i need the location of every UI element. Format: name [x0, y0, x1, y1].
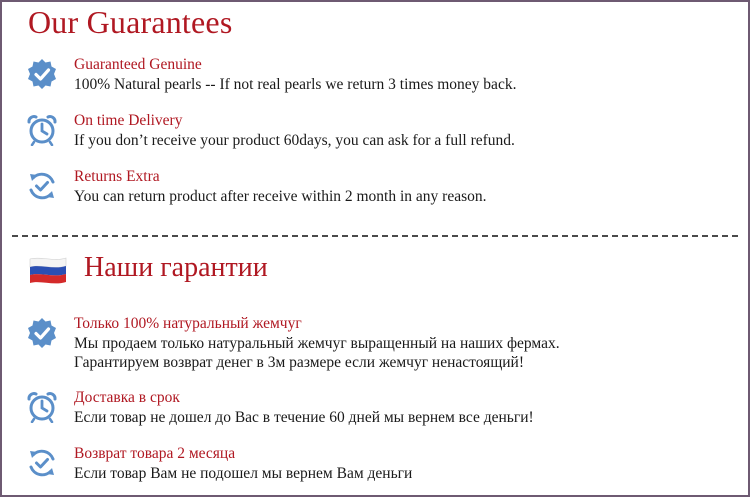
guarantee-text-line: Если товар не дошел до Вас в течение 60 дней мы вернем все деньги!: [74, 409, 534, 426]
guarantee-text-line: Если товар Вам не подошел мы вернем Вам деньги: [74, 465, 413, 482]
guarantee-title: Возврат товара 2 месяца: [74, 445, 236, 462]
guarantee-text-line: Гарантируем возврат денег в 3м размере если жемчуг ненастоящий!: [74, 354, 524, 371]
guarantee-text: You can return product after receive within 2 month in any reason.: [74, 188, 487, 205]
guarantee-title: Доставка в срок: [74, 389, 180, 406]
guarantee-title: On time Delivery: [74, 112, 183, 129]
guarantee-title: Guaranteed Genuine: [74, 56, 202, 73]
section-divider: [12, 235, 738, 237]
guarantee-text: 100% Natural pearls -- If not real pearls we return 3 times money back.: [74, 76, 517, 93]
guarantee-text-line: Мы продаем только натуральный жемчуг выращенный на наших фермах.: [74, 335, 560, 352]
guarantee-text: If you don’t receive your product 60days, you can ask for a full refund.: [74, 132, 515, 149]
alarm-clock-icon: [26, 114, 58, 146]
refresh-check-icon: [26, 170, 58, 202]
badge-check-icon: [26, 317, 58, 349]
guarantee-title: Returns Extra: [74, 168, 160, 185]
badge-check-icon: [26, 58, 58, 90]
russian-flag-icon: [28, 254, 68, 288]
alarm-clock-icon: [26, 391, 58, 423]
guarantee-title: Только 100% натуральный жемчуг: [74, 315, 302, 332]
page-title: Our Guarantees: [28, 4, 233, 40]
refresh-check-icon: [26, 447, 58, 479]
section-title-ru: Наши гарантии: [84, 252, 268, 283]
